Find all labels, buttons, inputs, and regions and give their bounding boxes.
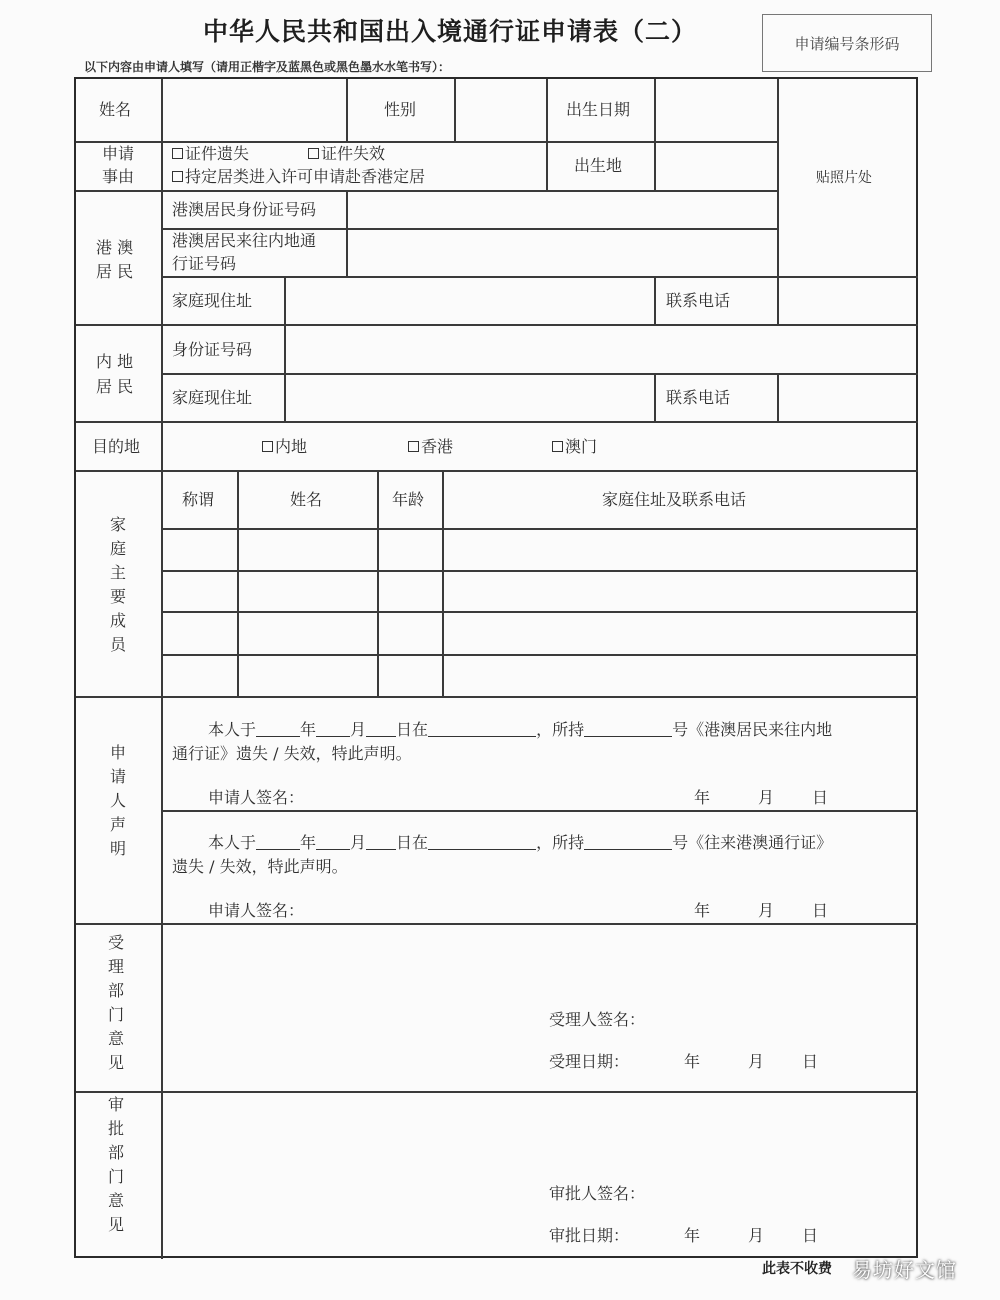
declaration-1-year-label: 年 [694,788,711,807]
declaration-2-day-blank[interactable] [366,834,396,850]
name-input[interactable] [163,81,344,139]
declaration-2-year-label: 年 [694,901,711,920]
declaration-1-line1: 本人于 年 月 日在 ，所持 号《港澳居民来往内地 [208,720,833,739]
declaration-2-month-label: 月 [758,901,775,920]
barcode-label: 申请编号条形码 [794,34,900,53]
acceptance-section-label: 受 理 部 门 意 见 [107,933,124,1072]
declaration-section-label: 申 请 人 声 明 [109,743,126,858]
declaration-1-month-blank[interactable] [316,721,350,737]
form-title: 中华人民共和国出入境通行证申请表（二） [202,17,697,46]
destination-option-mainland[interactable]: 内地 [262,436,307,458]
declaration-2-line2: 遗失 / 失效，特此声明。 [172,857,348,876]
approval-signer-label: 审批人签名： [549,1184,646,1203]
declaration-1-line2: 通行证》遗失 / 失效，特此声明。 [172,744,412,763]
name-label: 姓名 [99,100,132,119]
family-row[interactable] [163,613,916,653]
hk-id-number-label: 港澳居民身份证号码 [172,200,317,219]
declaration-1-signature-label: 申请人签名： [208,788,305,807]
approval-opinion-area[interactable] [163,1094,916,1179]
approval-month-label: 月 [748,1226,765,1245]
family-row[interactable] [163,572,916,610]
mainland-phone-label: 联系电话 [666,388,731,407]
hk-phone-input[interactable] [779,278,916,323]
declaration-2-month-blank[interactable] [316,834,350,850]
hk-address-input[interactable] [286,278,652,323]
approval-year-label: 年 [684,1226,701,1245]
declaration-1-day-blank[interactable] [366,721,396,737]
acceptance-year-label: 年 [684,1052,701,1071]
declaration-1-year-blank[interactable] [256,721,300,737]
instruction-text: 以下内容由申请人填写（请用正楷字及蓝黑色或黑色墨水水笔书写）： [84,60,451,74]
family-col-address-phone: 家庭住址及联系电话 [602,490,747,509]
acceptance-opinion-area[interactable] [163,926,916,1006]
declaration-1-place-blank[interactable] [428,721,536,737]
destination-option-macau[interactable]: 澳门 [552,436,597,458]
mainland-id-number-input[interactable] [286,326,916,372]
declaration-2-line1: 本人于 年 月 日在 ，所持 号《往来港澳通行证》 [208,833,833,852]
declaration-2-signature-label: 申请人签名： [208,901,305,920]
family-section-label: 家 庭 主 要 成 员 [109,515,126,654]
mainland-address-label: 家庭现住址 [172,388,253,407]
declaration-1-month-label: 月 [758,788,775,807]
declaration-2-day-label: 日 [812,901,829,920]
checkbox-hongkong[interactable] [408,441,419,452]
hk-permit-number-input[interactable] [348,230,776,275]
declaration-2-signature-field[interactable] [316,898,676,922]
reason-option-lost[interactable]: 证件遗失 [172,143,249,165]
hk-id-number-input[interactable] [348,192,776,227]
declaration-1-signature-field[interactable] [316,785,676,809]
approval-day-label: 日 [802,1226,819,1245]
approval-date-label: 审批日期： [549,1226,630,1245]
dob-input[interactable] [656,81,775,139]
acceptance-date-label: 受理日期： [549,1052,630,1071]
hk-macau-section-label-line1: 港 澳 [96,238,134,257]
hk-permit-number-label-line1: 港澳居民来往内地通 [172,231,317,250]
hk-permit-number-label-line2: 行证号码 [172,254,237,273]
acceptance-signer-label: 受理人签名： [549,1010,646,1029]
birthplace-label: 出生地 [574,156,623,175]
destination-option-hongkong[interactable]: 香港 [408,436,453,458]
family-col-relation: 称谓 [182,490,215,509]
declaration-2-place-blank[interactable] [428,834,536,850]
birthplace-input[interactable] [656,143,775,189]
barcode-box [762,14,932,72]
photo-area-label: 贴照片处 [816,170,872,186]
checkbox-mainland[interactable] [262,441,273,452]
checkbox-lost[interactable] [172,148,183,159]
hk-phone-label: 联系电话 [666,291,731,310]
checkbox-settle-hk[interactable] [172,171,183,182]
acceptance-month-label: 月 [748,1052,765,1071]
approval-section-label: 审 批 部 门 意 见 [107,1095,124,1234]
site-watermark: 易坊好文馆 [852,1258,957,1282]
declaration-1-day-label: 日 [812,788,829,807]
mainland-phone-input[interactable] [779,375,916,420]
hk-macau-section-label-line2: 居 民 [96,262,134,281]
declaration-1-number-blank[interactable] [584,721,672,737]
declaration-2-number-blank[interactable] [584,834,672,850]
gender-label: 性别 [384,100,417,119]
reason-label-line2: 事由 [102,167,135,186]
mainland-address-input[interactable] [286,375,652,420]
mainland-section-label-line1: 内 地 [96,352,134,371]
reason-option-expired[interactable]: 证件失效 [308,143,385,165]
reason-label-line1: 申请 [102,144,135,163]
family-row[interactable] [163,656,916,695]
free-of-charge-note: 此表不收费 [762,1261,832,1277]
reason-option-settle-hk[interactable]: 持定居类进入许可申请赴香港定居 [172,166,425,188]
hk-address-label: 家庭现住址 [172,291,253,310]
declaration-2-year-blank[interactable] [256,834,300,850]
dob-label: 出生日期 [566,100,631,119]
gender-input[interactable] [456,81,544,139]
acceptance-day-label: 日 [802,1052,819,1071]
destination-label: 目的地 [92,437,141,456]
family-col-age: 年龄 [392,490,425,509]
mainland-section-label-line2: 居 民 [96,377,134,396]
mainland-id-number-label: 身份证号码 [172,340,253,359]
checkbox-macau[interactable] [552,441,563,452]
family-col-name: 姓名 [290,490,323,509]
checkbox-expired[interactable] [308,148,319,159]
family-row[interactable] [163,530,916,569]
application-form-table [74,77,918,1258]
